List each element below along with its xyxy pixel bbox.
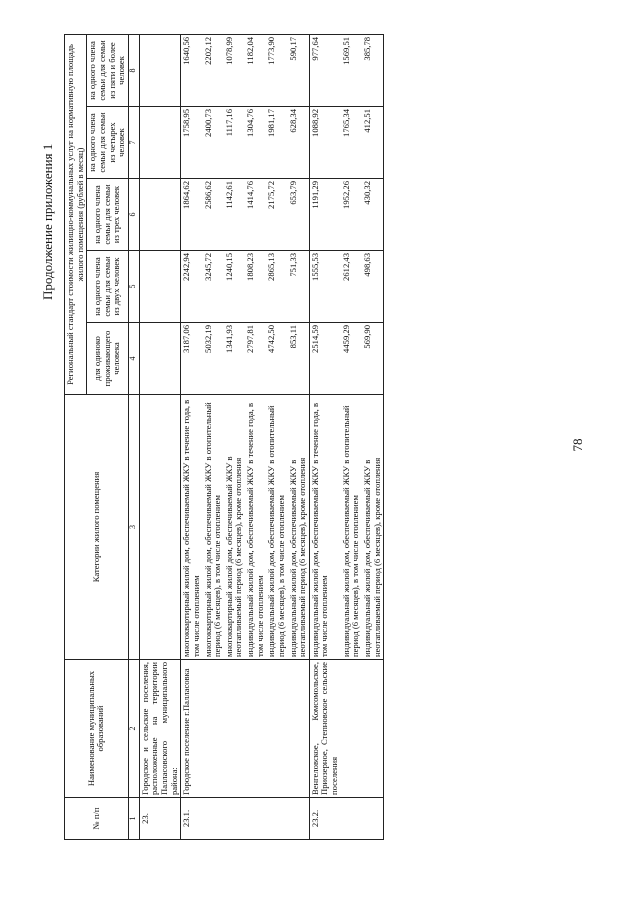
table-row: индивидуальный жилой дом, обеспечиваемый ЖКУ в отопительный период (6 месяцев), в том числе отоплением 4742,50 2865,13 2175,72 1981,17 1773,90 (266, 34, 287, 839)
continuation-title: Продолжение приложения 1 (40, 143, 55, 300)
table-row: многоквартирный жилой дом, обеспечиваемый ЖКУ в неотапливаемый период (6 месяцев), кроме отопления 1341,93 1240,15 1142,61 1117,16 1078,99 (224, 34, 245, 839)
category-text: индивидуальный жилой дом, обеспечиваемый ЖКУ в неотапливаемый период (6 месяцев), кроме отопления (288, 395, 310, 660)
header-sub-2: на одного члена семьи для семьи из двух человек (87, 251, 129, 323)
table-row: индивидуальный жилой дом, обеспечиваемый ЖКУ в течение года, в том числе отоплением 2797,81 1808,23 1414,76 1304,76 1182,04 (245, 34, 266, 839)
col-number: 4 (128, 323, 139, 395)
municipality-name: Городское поселение г.Палласовка (181, 660, 203, 798)
table-row: 23.1. Городское поселение г.Палласовка многоквартирный жилой дом, обеспечиваемый ЖКУ в течение года, в том числе отоплением 3187,06 2242,94 1864,62 1758,95 1640,56 (181, 34, 203, 839)
col-number: 3 (128, 395, 139, 660)
category-text: индивидуальный жилой дом, обеспечиваемый ЖКУ в неотапливаемый период (6 месяцев), кроме отопления (362, 395, 384, 660)
col-number: 5 (128, 251, 139, 323)
municipality-name: Городское и сельские поселения, расположенные на территории Палласовского муниципального района: (139, 660, 181, 798)
col-number: 6 (128, 179, 139, 251)
header-sub-4: на одного члена семьи для семьи из четырех человек (87, 107, 129, 179)
table-row: 23. Городское и сельские поселения, расположенные на территории Палласовского муниципального района: (139, 34, 181, 839)
category-text: индивидуальный жилой дом, обеспечиваемый ЖКУ в течение года, в том числе отоплением (245, 395, 266, 660)
header-sub-1: для одиноко проживающего человека (87, 323, 129, 395)
category-text: индивидуальный жилой дом, обеспечиваемый ЖКУ в отопительный период (6 месяцев), в том числе отоплением (341, 395, 362, 660)
tariff-table (64, 34, 384, 840)
header-name: Наименование муниципальных образований (65, 660, 129, 798)
table-row: многоквартирный жилой дом, обеспечиваемый ЖКУ в отопительный период (6 месяцев), в том числе отоплением 5032,19 3245,72 2586,62 2400,73 2202,12 (203, 34, 224, 839)
municipality-name: Венгеловское, Комсомольское, Приозерное, Степновское сельские поселения (309, 660, 340, 798)
col-number: 7 (128, 107, 139, 179)
page-number: 78 (570, 438, 585, 452)
header-category: Категории жилого помещения (65, 395, 129, 660)
col-number: 1 (128, 798, 139, 840)
header-sub-5: на одного члена семьи для семьи из пяти и более человек (87, 34, 129, 106)
category-text: многоквартирный жилой дом, обеспечиваемый ЖКУ в неотапливаемый период (6 месяцев), кроме отопления (224, 395, 245, 660)
category-text: многоквартирный жилой дом, обеспечиваемый ЖКУ в течение года, в том числе отоплением (181, 395, 203, 660)
table-row: индивидуальный жилой дом, обеспечиваемый ЖКУ в неотапливаемый период (6 месяцев), кроме отопления 853,11 751,33 653,79 628,34 590,17 (288, 34, 310, 839)
table-row: индивидуальный жилой дом, обеспечиваемый ЖКУ в отопительный период (6 месяцев), в том числе отоплением 4459,29 2612,43 1952,26 1765,34 1569,51 (341, 34, 362, 839)
col-number: 2 (128, 660, 139, 798)
table-row: индивидуальный жилой дом, обеспечиваемый ЖКУ в неотапливаемый период (6 месяцев), кроме отопления 569,90 498,63 430,32 412,51 385,78 (362, 34, 384, 839)
category-text: индивидуальный жилой дом, обеспечиваемый ЖКУ в отопительный период (6 месяцев), в том числе отоплением (266, 395, 287, 660)
header-standard: Региональный стандарт стоимости жилищно-коммунальных услуг на нормативную площадь жилого помещения (рублей в месяц) (65, 34, 87, 394)
table-row: 23.2. Венгеловское, Комсомольское, Приозерное, Степновское сельские поселения индивидуальный жилой дом, обеспечиваемый ЖКУ в течение года, в том числе отоплением 2514,59 1555,53 1191,29 1088,92 977,64 (309, 34, 340, 839)
col-number: 8 (128, 34, 139, 106)
header-no: № п/п (65, 798, 129, 840)
header-sub-3: на одного члена семьи для семьи из трех человек (87, 179, 129, 251)
category-text: индивидуальный жилой дом, обеспечиваемый ЖКУ в течение года, в том числе отоплением (309, 395, 340, 660)
category-text: многоквартирный жилой дом, обеспечиваемый ЖКУ в отопительный период (6 месяцев), в том числе отоплением (203, 395, 224, 660)
